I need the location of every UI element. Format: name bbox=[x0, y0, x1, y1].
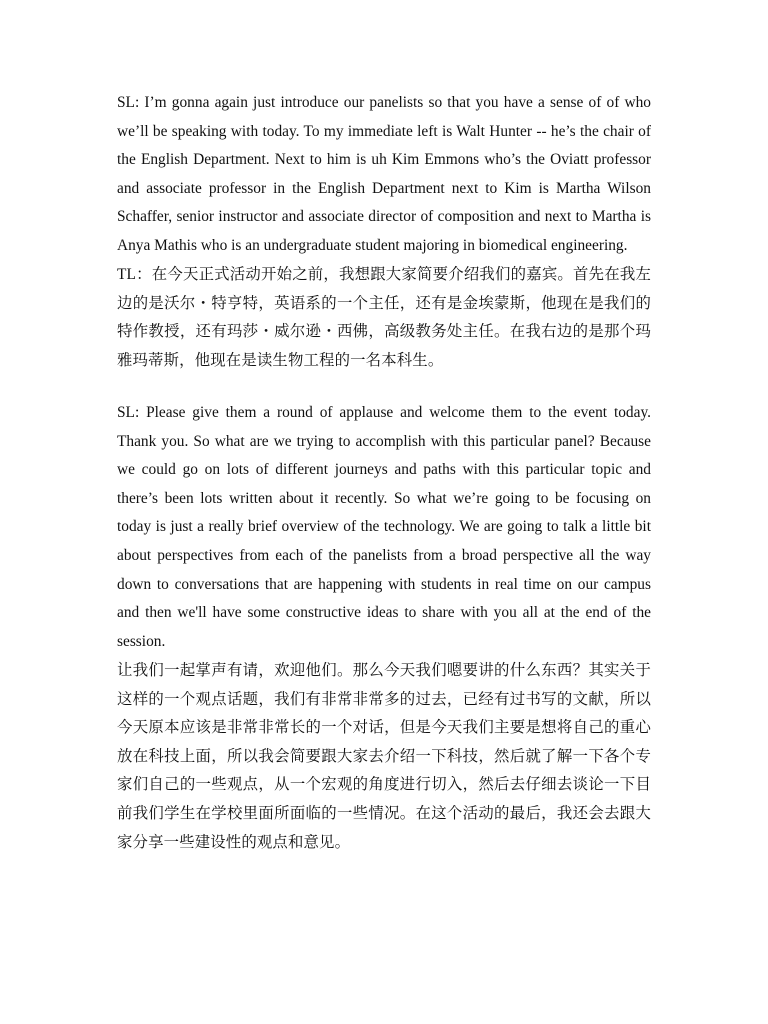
paragraph-sl-panel-goals: SL: Please give them a round of applause and welcome them to the event today. Thank you. So what are we trying to accomplish with this particular panel? Because we could go on lots of different journeys and paths with this particular topic and there’s been lots written about it recently. So what we’re going to be focusing on today is just a really brief overview of the technology. We are going to talk a little bit about perspectives from each of the panelists from a broad perspective all the way down to conversations that are happening with students in real time on our campus and then we'll have some constructive ideas to share with you all at the end of the session. bbox=[117, 404, 651, 650]
paragraph-sl-introduction: SL: I’m gonna again just introduce our panelists so that you have a sense of of who we’ll be speaking with today. To my immediate left is Walt Hunter -- he’s the chair of the English Department. Next to him is uh Kim Emmons who’s the Oviatt professor and associate professor in the English Department next to Kim is Martha Wilson Schaffer, senior instructor and associate director of composition and next to Martha is Anya Mathis who is an undergraduate student majoring in biomedical engineering. bbox=[117, 94, 651, 254]
paragraph-tl-introduction: TL：在今天正式活动开始之前，我想跟大家简要介绍我们的嘉宾。首先在我左边的是沃尔・特亨特，英语系的一个主任，还有是金埃蒙斯，他现在是我们的特作教授，还有玛莎・威尔逊・西佛，高级教务处主任。在我右边的是那个玛雅玛蒂斯，他现在是读生物工程的一名本科生。 bbox=[117, 266, 651, 369]
paragraph-tl-panel-goals: 让我们一起掌声有请，欢迎他们。那么今天我们嗯要讲的什么东西？其实关于这样的一个观点话题，我们有非常非常多的过去，已经有过书写的文献，所以今天原本应该是非常非常长的一个对话，但是今天我们主要是想将自己的重心放在科技上面，所以我会简要跟大家去介绍一下科技，然后就了解一下各个专家们自己的一些观点，从一个宏观的角度进行切入，然后去仔细去谈论一下目前我们学生在学校里面所面临的一些情况。在这个活动的最后，我还会去跟大家分享一些建设性的观点和意见。 bbox=[117, 662, 651, 851]
